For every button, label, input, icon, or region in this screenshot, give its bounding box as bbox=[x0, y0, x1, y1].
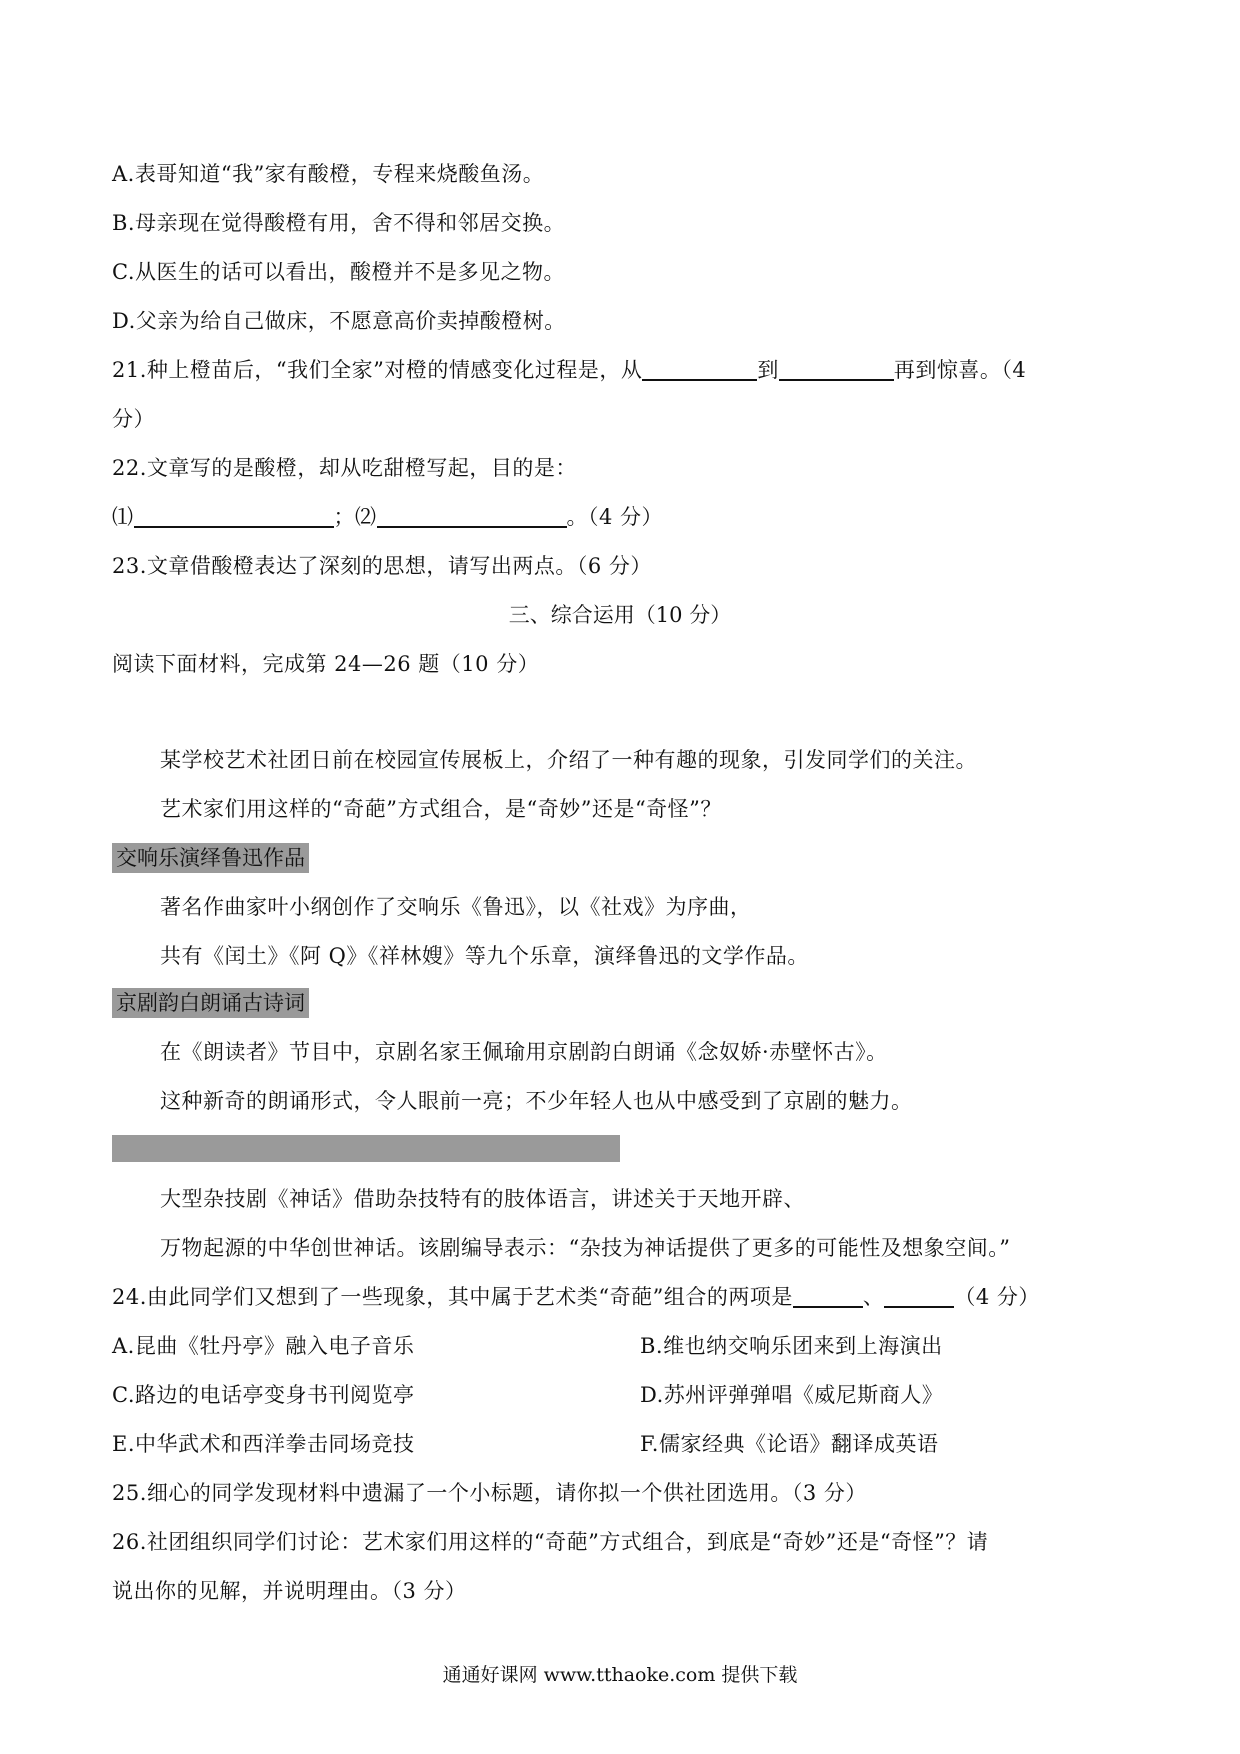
q22-text: 22.文章写的是酸橙，却从吃甜橙写起，目的是： bbox=[112, 456, 577, 480]
subtitle-tag-2: 京剧韵白朗诵古诗词 bbox=[112, 988, 309, 1018]
subtitle-tag-1: 交响乐演绎鲁迅作品 bbox=[112, 843, 309, 873]
q20-option-d: D.父亲为给自己做床，不愿意高价卖掉酸橙树。 bbox=[112, 309, 566, 333]
q24-line bbox=[112, 1282, 1040, 1312]
q22-end: 。（4 分） bbox=[566, 505, 664, 529]
q21-blank-1[interactable] bbox=[642, 357, 757, 381]
q21-prefix: 21.种上橙苗后，“我们全家”对橙的情感变化过程是，从 bbox=[112, 358, 643, 382]
q24-options-row-3 bbox=[112, 1429, 939, 1459]
missing-subtitle-bar bbox=[112, 1135, 620, 1162]
material-p1: 某学校艺术社团日前在校园宣传展板上，介绍了一种有趣的现象，引发同学们的关注。 bbox=[160, 748, 977, 772]
q24-option-b: B.维也纳交响乐团来到上海演出 bbox=[640, 1334, 943, 1358]
q22-p1: ⑴ bbox=[112, 505, 134, 529]
q24-text: 24.由此同学们又想到了一些现象，其中属于艺术类“奇葩”组合的两项是 bbox=[112, 1285, 793, 1309]
q24-blank-2[interactable] bbox=[884, 1284, 954, 1308]
q22-answers bbox=[112, 502, 663, 532]
q26-line1: 26.社团组织同学们讨论：艺术家们用这样的“奇葩”方式组合，到底是“奇妙”还是“奇怪”？请 bbox=[112, 1530, 989, 1554]
material-p2: 艺术家们用这样的“奇葩”方式组合，是“奇妙”还是“奇怪”？ bbox=[160, 797, 722, 821]
q21-mid: 到 bbox=[757, 358, 779, 382]
q23-text: 23.文章借酸橙表达了深刻的思想，请写出两点。（6 分） bbox=[112, 554, 652, 578]
q24-option-d: D.苏州评弹弹唱《威尼斯商人》 bbox=[640, 1383, 944, 1407]
q26-line2: 说出你的见解，并说明理由。（3 分） bbox=[112, 1579, 467, 1603]
q24-option-f: F.儒家经典《论语》翻译成英语 bbox=[640, 1432, 939, 1456]
q24-options-row-2 bbox=[112, 1380, 944, 1410]
q21-suffix: 再到惊喜。（4 bbox=[893, 358, 1027, 382]
q20-option-a: A.表哥知道“我”家有酸橙，专程来烧酸鱼汤。 bbox=[112, 162, 545, 186]
q22-blank-2[interactable] bbox=[377, 504, 567, 528]
q22-blank-1[interactable] bbox=[134, 504, 334, 528]
q24-blank-1[interactable] bbox=[793, 1284, 863, 1308]
q22-sep: ；⑵ bbox=[333, 505, 377, 529]
material-t3-line2: 万物起源的中华创世神话。该剧编导表示：“杂技为神话提供了更多的可能性及想象空间。” bbox=[160, 1236, 1011, 1260]
q24-options-row-1 bbox=[112, 1331, 943, 1361]
q21-blank-2[interactable] bbox=[779, 357, 894, 381]
q20-option-c: C.从医生的话可以看出，酸橙并不是多见之物。 bbox=[112, 260, 565, 284]
q24-option-e: E.中华武术和西洋拳击同场竞技 bbox=[112, 1432, 415, 1456]
material-t2-line1: 在《朗读者》节目中，京剧名家王佩瑜用京剧韵白朗诵《念奴娇·赤壁怀古》。 bbox=[160, 1040, 888, 1064]
material-t2-line2: 这种新奇的朗诵形式，令人眼前一亮；不少年轻人也从中感受到了京剧的魅力。 bbox=[160, 1089, 913, 1113]
material-t1-line2: 共有《闰土》《阿 Q》《祥林嫂》等九个乐章，演绎鲁迅的文学作品。 bbox=[160, 944, 809, 968]
q24-option-c: C.路边的电话亭变身书刊阅览亭 bbox=[112, 1383, 415, 1407]
footer-source: 通通好课网 www.tthaoke.com 提供下载 bbox=[442, 1664, 798, 1686]
q21-line bbox=[112, 355, 1026, 385]
material-t3-line1: 大型杂技剧《神话》借助杂技特有的肢体语言，讲述关于天地开辟、 bbox=[160, 1187, 805, 1211]
section-title: 三、综合运用（10 分） bbox=[508, 603, 732, 627]
q24-sep: 、 bbox=[862, 1285, 885, 1309]
q24-option-a: A.昆曲《牡丹亭》融入电子音乐 bbox=[112, 1334, 415, 1358]
q21-cont: 分） bbox=[112, 407, 155, 431]
q24-score: （4 分） bbox=[954, 1285, 1040, 1309]
q20-option-b: B.母亲现在觉得酸橙有用，舍不得和邻居交换。 bbox=[112, 211, 566, 235]
material-intro: 阅读下面材料，完成第 24—26 题（10 分） bbox=[112, 652, 540, 676]
q25-text: 25.细心的同学发现材料中遗漏了一个小标题，请你拟一个供社团选用。（3 分） bbox=[112, 1481, 867, 1505]
material-t1-line1: 著名作曲家叶小纲创作了交响乐《鲁迅》，以《社戏》为序曲， bbox=[160, 895, 752, 919]
